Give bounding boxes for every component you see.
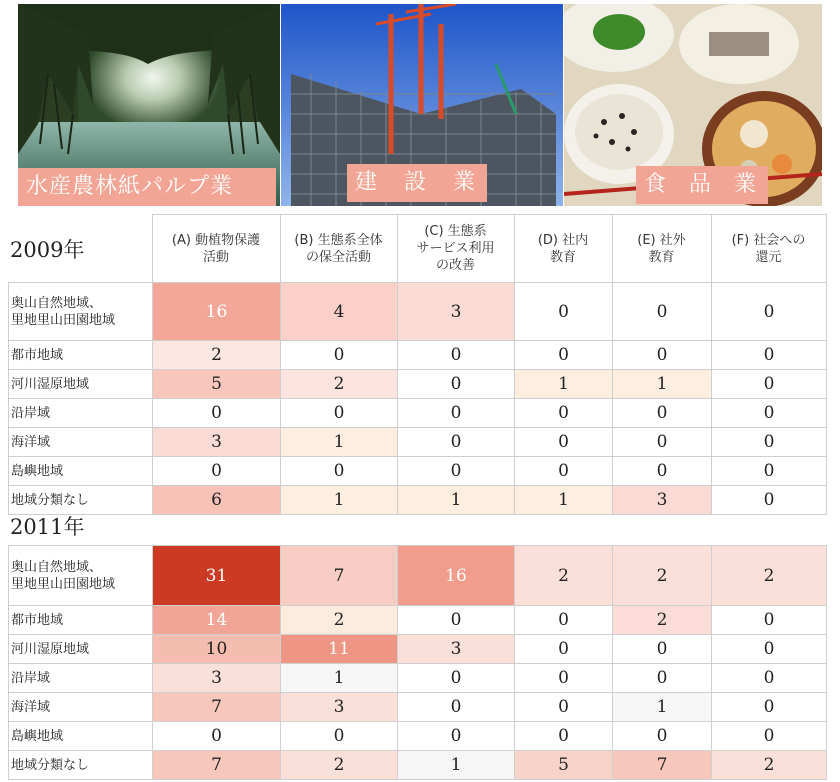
cell-f: 2 <box>712 751 827 780</box>
cell-d: 1 <box>515 486 613 515</box>
table-2011 <box>8 545 827 780</box>
cell-c: 3 <box>398 635 515 664</box>
cell-e: 2 <box>613 606 712 635</box>
table-row <box>9 722 827 751</box>
column-header-a: (A) 動植物保護 活動 <box>152 215 280 283</box>
cell-e: 0 <box>613 283 712 341</box>
cell-a: 3 <box>153 428 281 457</box>
table-row <box>9 428 827 457</box>
cell-d: 0 <box>515 722 613 751</box>
table-row <box>9 486 827 515</box>
cell-d: 5 <box>515 751 613 780</box>
table-row <box>9 283 827 341</box>
cell-a: 5 <box>153 370 281 399</box>
cell-b: 7 <box>281 546 398 606</box>
cell-f: 0 <box>712 399 827 428</box>
cell-d: 0 <box>515 341 613 370</box>
cell-a: 31 <box>153 546 281 606</box>
cell-c: 0 <box>398 664 515 693</box>
row-label: 海洋域 <box>9 428 153 457</box>
cell-e: 0 <box>613 457 712 486</box>
cell-d: 1 <box>515 370 613 399</box>
cell-c: 16 <box>398 546 515 606</box>
cell-e: 0 <box>613 635 712 664</box>
table-row <box>9 751 827 780</box>
cell-c: 0 <box>398 722 515 751</box>
table-2009 <box>8 282 827 515</box>
cell-d: 2 <box>515 546 613 606</box>
cell-f: 0 <box>712 722 827 751</box>
cell-a: 0 <box>153 399 281 428</box>
cell-c: 0 <box>398 693 515 722</box>
construction-site-photo <box>281 4 563 206</box>
cell-a: 0 <box>153 457 281 486</box>
row-label: 沿岸域 <box>9 664 153 693</box>
cell-f: 2 <box>712 546 827 606</box>
column-header-row <box>8 214 827 283</box>
cell-d: 0 <box>515 457 613 486</box>
cell-b: 2 <box>281 751 398 780</box>
cell-c: 0 <box>398 428 515 457</box>
cell-a: 3 <box>153 664 281 693</box>
row-label: 海洋域 <box>9 693 153 722</box>
industry-label-fisheries-forestry-pulp: 水産農林紙パルプ業 <box>18 168 276 206</box>
row-label: 河川湿原地域 <box>9 370 153 399</box>
row-label: 都市地域 <box>9 341 153 370</box>
cell-f: 0 <box>712 486 827 515</box>
column-header-e: (E) 社外 教育 <box>612 215 711 283</box>
cell-e: 0 <box>613 722 712 751</box>
industry-label-construction: 建 設 業 <box>347 164 487 202</box>
cell-e: 7 <box>613 751 712 780</box>
cell-c: 1 <box>398 751 515 780</box>
cell-f: 0 <box>712 693 827 722</box>
cell-b: 3 <box>281 693 398 722</box>
column-header-b: (B) 生態系全体 の保全活動 <box>280 215 397 283</box>
cell-d: 0 <box>515 693 613 722</box>
cell-c: 0 <box>398 606 515 635</box>
japanese-meal-photo <box>564 4 822 206</box>
table-row <box>9 399 827 428</box>
table-row <box>9 635 827 664</box>
cell-d: 0 <box>515 428 613 457</box>
cell-e: 1 <box>613 370 712 399</box>
cell-e: 1 <box>613 693 712 722</box>
column-header-c: (C) 生態系 サービス利用 の改善 <box>397 215 514 283</box>
header-corner <box>8 215 152 283</box>
table-row <box>9 664 827 693</box>
cell-e: 3 <box>613 486 712 515</box>
cell-b: 2 <box>281 370 398 399</box>
cell-a: 0 <box>153 722 281 751</box>
cell-f: 0 <box>712 606 827 635</box>
cell-e: 0 <box>613 664 712 693</box>
row-label: 都市地域 <box>9 606 153 635</box>
row-label: 沿岸域 <box>9 399 153 428</box>
cell-b: 1 <box>281 664 398 693</box>
cell-b: 1 <box>281 486 398 515</box>
cell-e: 0 <box>613 399 712 428</box>
cell-d: 0 <box>515 635 613 664</box>
cell-a: 14 <box>153 606 281 635</box>
cell-c: 0 <box>398 399 515 428</box>
cell-d: 0 <box>515 664 613 693</box>
column-header-f: (F) 社会への 還元 <box>711 215 826 283</box>
cell-b: 0 <box>281 399 398 428</box>
cell-a: 2 <box>153 341 281 370</box>
row-label: 地域分類なし <box>9 751 153 780</box>
cell-b: 0 <box>281 341 398 370</box>
table-row <box>9 370 827 399</box>
cell-b: 2 <box>281 606 398 635</box>
cell-d: 0 <box>515 283 613 341</box>
table-row <box>9 457 827 486</box>
cell-a: 7 <box>153 751 281 780</box>
cell-f: 0 <box>712 635 827 664</box>
cell-e: 0 <box>613 341 712 370</box>
cell-a: 7 <box>153 693 281 722</box>
cell-c: 3 <box>398 283 515 341</box>
column-header-d: (D) 社内 教育 <box>514 215 612 283</box>
table-row <box>9 606 827 635</box>
cell-f: 0 <box>712 341 827 370</box>
cell-c: 1 <box>398 486 515 515</box>
cell-f: 0 <box>712 457 827 486</box>
cell-b: 0 <box>281 722 398 751</box>
row-label: 地域分類なし <box>9 486 153 515</box>
cell-f: 0 <box>712 370 827 399</box>
cell-e: 0 <box>613 428 712 457</box>
cell-b: 1 <box>281 428 398 457</box>
cell-f: 0 <box>712 428 827 457</box>
row-label: 河川湿原地域 <box>9 635 153 664</box>
cell-d: 0 <box>515 399 613 428</box>
row-label: 奥山自然地域、 里地里山田園地域 <box>9 283 153 341</box>
table-row <box>9 341 827 370</box>
table-row <box>9 693 827 722</box>
year-heading-2011: 2011年 <box>10 515 85 539</box>
cell-a: 16 <box>153 283 281 341</box>
row-label: 島嶼地域 <box>9 722 153 751</box>
row-label: 奥山自然地域、 里地里山田園地域 <box>9 546 153 606</box>
cell-f: 0 <box>712 664 827 693</box>
cell-a: 6 <box>153 486 281 515</box>
cell-d: 0 <box>515 606 613 635</box>
cell-b: 0 <box>281 457 398 486</box>
cell-f: 0 <box>712 283 827 341</box>
cell-c: 0 <box>398 457 515 486</box>
cell-e: 2 <box>613 546 712 606</box>
industry-label-food: 食 品 業 <box>636 166 768 204</box>
cell-b: 4 <box>281 283 398 341</box>
year-heading-2009: 2009年 <box>10 238 85 262</box>
cell-a: 10 <box>153 635 281 664</box>
cell-c: 0 <box>398 341 515 370</box>
row-label: 島嶼地域 <box>9 457 153 486</box>
cell-c: 0 <box>398 370 515 399</box>
mangrove-forest-photo <box>18 4 280 206</box>
cell-b: 11 <box>281 635 398 664</box>
table-row <box>9 546 827 606</box>
